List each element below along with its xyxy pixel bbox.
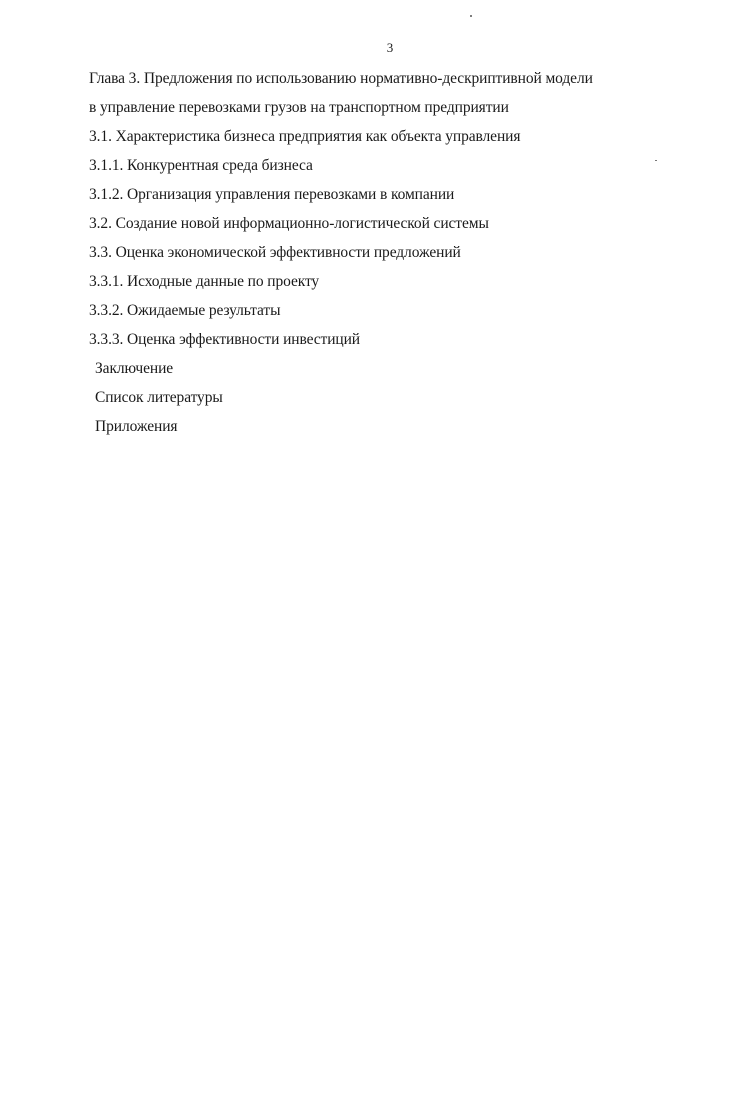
toc-conclusion: Заключение [95, 360, 174, 377]
toc-section-3-2: 3.2. Создание новой информационно-логистической системы [89, 215, 489, 232]
toc-section-3-3-1: 3.3.1. Исходные данные по проекту [89, 273, 320, 290]
toc-section-3-1-1: 3.1.1. Конкурентная среда бизнеса [89, 157, 313, 174]
toc-chapter-3-title-line-2: в управление перевозками грузов на транспортном предприятии [89, 99, 509, 116]
toc-chapter-3-title-line-1: Глава 3. Предложения по использованию нормативно-дескриптивной модели [89, 70, 593, 87]
toc-section-3-1: 3.1. Характеристика бизнеса предприятия как объекта управления [89, 128, 521, 145]
toc-section-3-1-2: 3.1.2. Организация управления перевозками в компании [89, 186, 455, 203]
toc-bibliography: Список литературы [95, 389, 223, 406]
toc-section-3-3-2: 3.3.2. Ожидаемые результаты [89, 302, 281, 319]
toc-section-3-3-3: 3.3.3. Оценка эффективности инвестиций [89, 331, 360, 348]
toc-section-3-3: 3.3. Оценка экономической эффективности предложений [89, 244, 461, 261]
toc-appendices: Приложения [95, 418, 178, 435]
scan-speck [470, 15, 472, 17]
table-of-contents [89, 64, 709, 441]
page-number: 3 [386, 40, 394, 55]
